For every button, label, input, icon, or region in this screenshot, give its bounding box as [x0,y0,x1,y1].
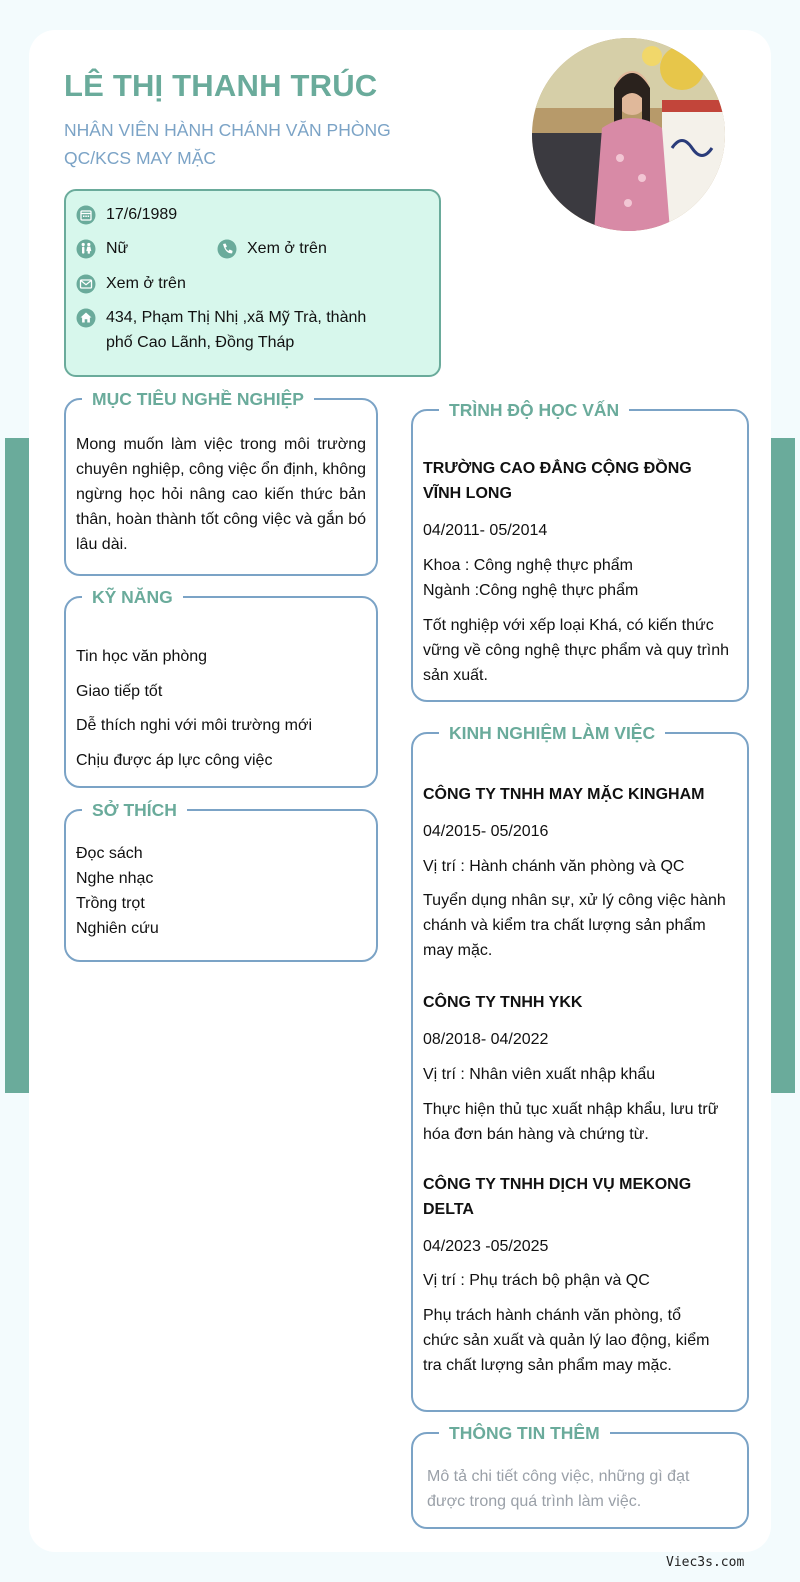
contact-gender [76,239,128,261]
profile-photo [532,38,725,231]
hobby-item: Trồng trọt [76,895,145,912]
decorative-side-bar-left [5,438,29,1093]
email-icon [76,274,96,294]
job-position: Vị trí : Hành chánh văn phòng và QC [423,858,685,875]
contact-email [76,274,186,296]
education-body [423,456,737,688]
address-line-2: phố Cao Lãnh, Đồng Tháp [106,334,295,351]
additional-title: THÔNG TIN THÊM [439,1422,610,1444]
skill-item: Tin học văn phòng [76,648,208,665]
decorative-side-bar-right [771,438,795,1093]
experience-section [411,723,749,1412]
job-period: 04/2015- 05/2016 [423,823,549,840]
job-description: Tuyển dụng nhân sự, xử lý công việc hành chánh và kiểm tra chất lượng sản phẩm may mặc. [423,892,726,959]
experience-body [423,782,737,1378]
job-entry [423,990,737,1147]
hobby-item: Nghe nhạc [76,870,154,887]
address-line-1: 434, Phạm Thị Nhị ,xã Mỹ Trà, thành [106,309,367,326]
contact-phone [217,239,327,261]
hobbies-section [64,800,378,962]
job-title-line-1: NHÂN VIÊN HÀNH CHÁNH VĂN PHÒNG [64,120,391,140]
job-title-line-2: QC/KCS MAY MẶC [64,148,217,168]
skills-section [64,587,378,788]
education-title: TRÌNH ĐỘ HỌC VẤN [439,399,629,421]
job-entry [423,1172,737,1378]
job-description: Phụ trách hành chánh văn phòng, tổ chức sản xuất và quản lý lao động, kiểm tra chất lượng sản phẩm may mặc. [423,1307,710,1374]
skill-item: Giao tiếp tốt [76,683,163,700]
job-position: Vị trí : Nhân viên xuất nhập khẩu [423,1066,656,1083]
education-section [411,400,749,702]
gender-value: Nữ [106,240,129,257]
experience-title: KINH NGHIỆM LÀM VIỆC [439,722,665,744]
education-major: Ngành :Công nghệ thực phẩm [423,582,639,599]
education-faculty: Khoa : Công nghệ thực phẩm [423,557,633,574]
job-description: Thực hiện thủ tục xuất nhập khẩu, lưu trữ hóa đơn bán hàng và chứng từ. [423,1101,719,1143]
school-name-line-1: TRƯỜNG CAO ĐẲNG CỘNG ĐỒNG [423,460,692,477]
phone-icon [217,239,237,259]
additional-section [411,1423,749,1529]
email-value: Xem ở trên [106,275,186,292]
job-company: CÔNG TY TNHH MAY MẶC KINGHAM [423,786,705,803]
job-period: 04/2023 -05/2025 [423,1238,549,1255]
objective-text: Mong muốn làm việc trong môi trường chuyên nghiệp, công việc ổn định, không ngừng học hỏi nâng cao kiến thức bản thân, hoàn thành tốt công việc và gắn bó lâu dài. [76,436,366,553]
contact-birthday [76,205,177,227]
objective-section [64,389,378,576]
contact-address [76,308,396,355]
hobbies-list [76,841,366,941]
objective-title: MỤC TIÊU NGHỀ NGHIỆP [82,388,314,410]
job-title [64,116,444,172]
skills-title: KỸ NĂNG [82,586,183,608]
job-position: Vị trí : Phụ trách bộ phận và QC [423,1272,650,1289]
education-description: Tốt nghiệp với xếp loại Khá, có kiến thức vững về công nghệ thực phẩm và quy trình sản xuất. [423,617,730,684]
site-watermark: Viec3s.com [666,1555,745,1570]
job-entry [423,782,737,963]
hobby-item: Nghiên cứu [76,920,159,937]
education-period: 04/2011- 05/2014 [423,522,548,539]
gender-icon [76,239,96,259]
phone-value: Xem ở trên [247,240,327,257]
school-name [423,456,737,506]
candidate-name: LÊ THỊ THANH TRÚC [64,68,378,103]
skill-item: Dễ thích nghi với môi trường mới [76,717,313,734]
job-company: CÔNG TY TNHH YKK [423,994,583,1011]
birthday-value: 17/6/1989 [106,206,178,223]
job-period: 08/2018- 04/2022 [423,1031,549,1048]
school-name-line-2: VĨNH LONG [423,485,512,502]
hobby-item: Đọc sách [76,845,143,862]
hobbies-title: SỞ THÍCH [82,799,187,821]
additional-placeholder[interactable]: Mô tả chi tiết công việc, những gì đạt được trong quá trình làm việc. [427,1468,690,1510]
address-value [106,305,366,355]
home-icon [76,308,96,328]
skill-item: Chịu được áp lực công việc [76,752,273,769]
calendar-icon [76,205,96,225]
job-company: CÔNG TY TNHH DỊCH VỤ MEKONG DELTA [423,1176,692,1218]
skills-list [76,644,366,773]
contact-info-box [64,189,441,377]
